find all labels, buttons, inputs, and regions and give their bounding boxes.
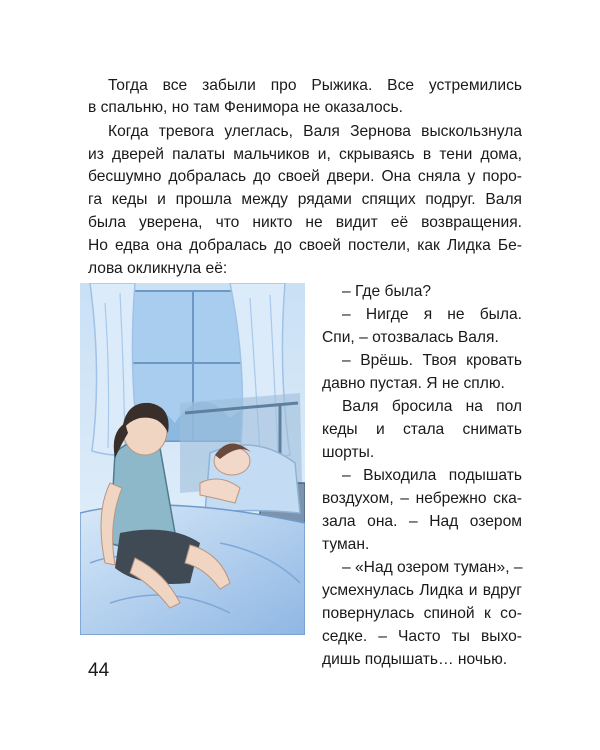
text-line: Но едва она добралась до своей постели, как Лидка Бе- <box>88 237 522 254</box>
dialogue-line: давно пустая. Я не сплю. <box>322 375 505 392</box>
dialogue-line: дишь подышать… ночью. <box>322 651 508 668</box>
dialogue-line: шорты. <box>322 444 375 461</box>
dialogue-line: зала она. – Над озером <box>322 513 522 530</box>
text-line: была уверена, что никто не видит её возвращения. <box>88 214 522 231</box>
text-line: бесшумно добралась до своей двери. Она сняла у поро- <box>88 168 522 185</box>
text-line: из дверей палаты мальчиков и, скрываясь в тени дома, <box>88 146 522 163</box>
text-line: Тогда все забыли про Рыжика. Все устремились <box>108 77 522 94</box>
text-line: в спальню, но там Фенимора не оказалось. <box>88 99 403 116</box>
dialogue-line: седке. – Часто ты выхо- <box>322 628 522 645</box>
dialogue-line: усмехнулась Лидка и вдруг <box>322 582 522 599</box>
dialogue-line: туман. <box>322 536 370 553</box>
dialogue-line: повернулась спиной к со- <box>322 605 522 622</box>
dialogue-line: Спи, – отозвалась Валя. <box>322 329 499 346</box>
text-line: Когда тревога улеглась, Валя Зернова выскользнула <box>108 123 522 140</box>
dialogue-line: кеды и стала снимать <box>322 421 522 438</box>
text-line: га кеды и прошла между рядами спящих подруг. Валя <box>88 191 522 208</box>
bedroom-scene-icon <box>80 283 305 635</box>
dialogue-line: – Нигде я не была. <box>342 306 522 323</box>
dialogue-line: – Выходила подышать <box>342 467 522 484</box>
dialogue-line: Валя бросила на пол <box>342 398 522 415</box>
page-number: 44 <box>88 660 110 681</box>
dialogue-line: – Врёшь. Твоя кровать <box>342 352 522 369</box>
dialogue-line: – Где была? <box>342 283 432 300</box>
text-line: лова окликнула её: <box>88 260 228 277</box>
dialogue-line: – «Над озером туман», – <box>342 559 523 576</box>
dialogue-line: воздухом, – небрежно ска- <box>322 490 522 507</box>
